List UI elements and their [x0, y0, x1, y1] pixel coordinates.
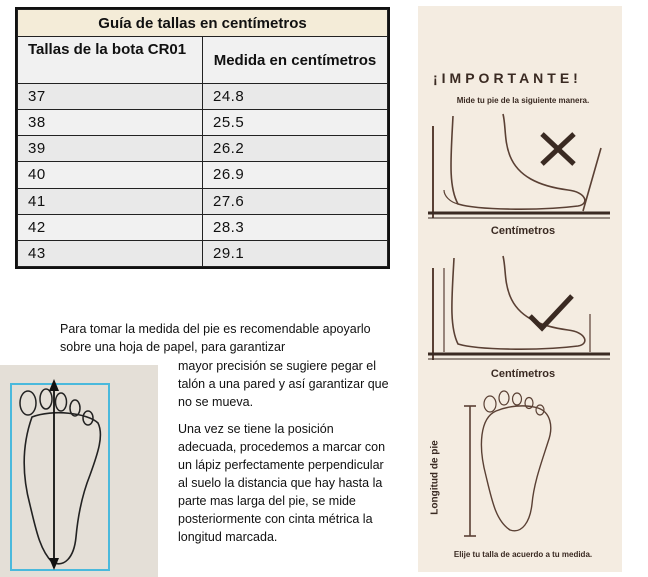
size-cell: 43 — [18, 240, 203, 266]
instruction-paragraph-continued: mayor precisión se sugiere pegar el talón a una pared y así garantizar que no se mueva. — [178, 359, 389, 409]
table-row — [18, 162, 388, 188]
size-cell: 37 — [18, 84, 203, 110]
instruction-paragraph-intro: Para tomar la medida del pie es recomendable apoyarlo sobre una hoja de papel, para garantizar — [60, 322, 371, 354]
check-mark-icon — [530, 296, 572, 328]
cm-cell: 26.2 — [203, 136, 388, 162]
foot-outline-illustration — [0, 365, 158, 577]
foot-length-label: Longitud de pie — [429, 440, 441, 515]
cm-cell: 28.3 — [203, 214, 388, 240]
table-row — [18, 188, 388, 214]
centimeters-label-wrong: Centímetros — [490, 225, 556, 237]
cm-cell: 24.8 — [203, 84, 388, 110]
table-caption: Guía de tallas en centímetros — [18, 10, 388, 37]
cm-cell: 29.1 — [203, 240, 388, 266]
cm-cell: 26.9 — [203, 162, 388, 188]
size-cell: 42 — [18, 214, 203, 240]
foot-side-illustrations — [418, 6, 622, 572]
foot-measure-figure — [0, 365, 158, 577]
instruction-paragraph-2: Una vez se tiene la posición adecuada, procedemos a marcar con un lápiz perfectamente perpendicular al suelo la distancia que hay hasta la parte mas larga del pie, se mide posteriormente con cinta métrica la longitud marcada. — [178, 422, 386, 544]
size-cell: 40 — [18, 162, 203, 188]
table-row — [18, 214, 388, 240]
measure-column-header: Medida en centímetros — [203, 37, 388, 84]
wrong-mark-icon — [542, 134, 574, 164]
guide-subtitle: Mide tu pie de la siguiente manera. — [456, 96, 590, 105]
table-row — [18, 240, 388, 266]
table-row — [18, 136, 388, 162]
size-cell: 39 — [18, 136, 203, 162]
size-column-header: Tallas de la bota CR01 — [18, 37, 203, 84]
size-cell: 41 — [18, 188, 203, 214]
size-table — [15, 7, 390, 269]
measure-guide-card — [418, 6, 622, 572]
table-row — [18, 110, 388, 136]
guide-title: ¡IMPORTANTE! — [433, 70, 582, 86]
cm-cell: 25.5 — [203, 110, 388, 136]
centimeters-label-right: Centímetros — [490, 368, 556, 380]
cm-cell: 27.6 — [203, 188, 388, 214]
size-cell: 38 — [18, 110, 203, 136]
choose-size-label: Elije tu talla de acuerdo a tu medida. — [453, 550, 593, 559]
table-row — [18, 84, 388, 110]
